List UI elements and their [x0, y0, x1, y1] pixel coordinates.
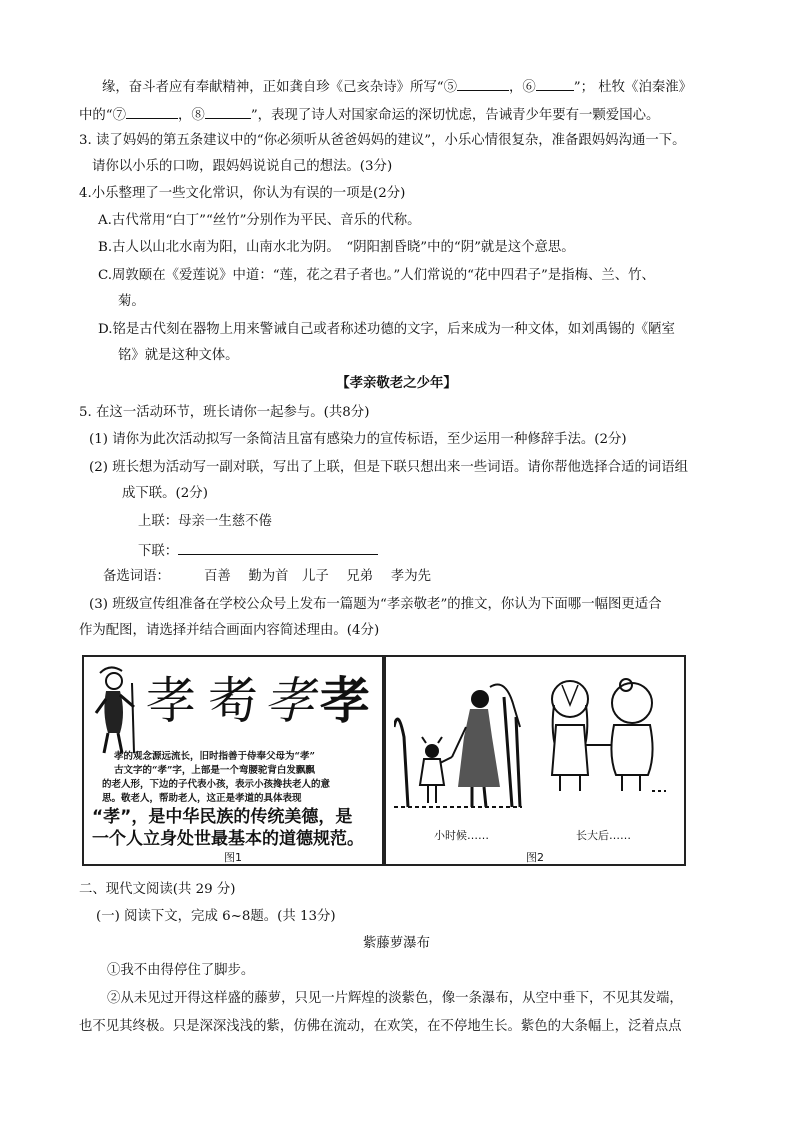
lower-couplet-blank[interactable]	[178, 540, 378, 555]
figure-1-slogan-2: 一个人立身处世最基本的道德规范。	[92, 829, 364, 849]
option-d: D.铭是古代刻在器物上用来警诫自己或者称述功德的文字，后来成为一种文体，如刘禹锡的《陋室	[98, 322, 675, 337]
figure-2	[384, 655, 686, 866]
seal-char-1: 孝	[146, 672, 196, 730]
blank-7[interactable]	[126, 104, 178, 119]
paragraph-1: ①我不由得停住了脚步。	[107, 963, 255, 978]
upper-couplet: 上联：母亲一生慈不倦	[138, 514, 272, 529]
article-title: 紫藤萝瀑布	[363, 936, 430, 951]
candidate-words	[103, 567, 431, 587]
seal-char-4: 孝	[320, 671, 370, 730]
adulthood-scene-icon	[536, 675, 676, 805]
poem-line-1	[102, 76, 692, 98]
blank-6[interactable]	[536, 76, 574, 91]
question-3: 3. 读了妈妈的第五条建议中的“你必须听从爸爸妈妈的建议”，小乐心情很复杂，准备跟妈妈沟通一下。	[79, 133, 686, 148]
figure-1-text-1: 孝的观念源远流长，旧时指善于侍奉父母为“孝”	[114, 751, 315, 762]
question-5-2-cont: 成下联。(2分)	[122, 486, 208, 501]
question-5-3-cont: 作为配图，请选择并结合画面内容简述理由。(4分)	[79, 623, 380, 638]
paragraph-2: ②从未见过开得这样盛的藤萝，只见一片辉煌的淡紫色，像一条瀑布，从空中垂下，不见其发端，	[107, 991, 683, 1006]
blank-5[interactable]	[457, 76, 509, 91]
option-c: C.周敦颐在《爱莲说》中道：“莲，花之君子者也。”人们常说的“花中四君子”是指梅、兰、竹、	[98, 268, 655, 283]
part-2-heading: 二、现代文阅读(共 29 分)	[79, 882, 236, 897]
text: ”； 杜牧《泊秦淮》	[573, 80, 693, 95]
text: ，⑥	[509, 80, 536, 95]
question-5-3: (3) 班级宣传组准备在学校公众号上发布一篇题为“孝亲敬老”的推文，你认为下面哪一幅图更适合	[89, 597, 662, 612]
question-4: 4.小乐整理了一些文化常识，你认为有误的一项是(2分)	[79, 186, 406, 201]
option-b: B.古人以山北水南为阳，山南水北为阴。 “阴阳割昏晓”中的“阴”就是这个意思。	[98, 240, 575, 255]
option-d-cont: 铭》就是这种文体。	[118, 348, 239, 363]
text: 中的“⑦	[79, 108, 127, 123]
figure-2-caption: 图2	[526, 851, 544, 864]
lower-couplet	[138, 540, 378, 562]
figure-1-slogan-1: “孝”，是中华民族的传统美德，是	[92, 807, 353, 827]
option-c-cont: 菊。	[118, 294, 145, 309]
childhood-label: 小时候……	[434, 829, 489, 842]
childhood-scene-icon	[394, 667, 522, 817]
poem-line-2	[79, 104, 659, 126]
part-2-1-heading: (一) 阅读下文，完成 6~8题。(共 13分)	[96, 909, 336, 924]
figure-1-caption: 图1	[224, 851, 242, 864]
option-a: A.古代常用“白丁”“丝竹”分别作为平民、音乐的代称。	[98, 213, 421, 228]
text: 百善 勤为首 儿子 兄弟 孝为先	[203, 569, 431, 584]
elder-figure-icon	[90, 663, 142, 758]
text: 下联：	[138, 544, 179, 559]
seal-char-2: 耇	[208, 672, 258, 730]
figure-1-text-2: 古文字的“孝”字，上部是一个弯腰驼背白发飘飘	[114, 765, 315, 776]
text: 缘，奋斗者应有奉献精神，正如龚自珍《己亥杂诗》所写“⑤	[102, 80, 457, 95]
paragraph-2-cont: 也不见其终极。只是深深浅浅的紫，仿佛在流动，在欢笑，在不停地生长。紫色的大条幅上，泛着点点	[79, 1019, 682, 1034]
text: ，⑧	[178, 108, 205, 123]
seal-char-3: 孝	[264, 672, 314, 730]
figure-1	[82, 655, 384, 866]
question-5-2: (2) 班长想为活动写一副对联，写出了上联，但是下联只想出来一些词语。请你帮他选择合适的词语组	[89, 460, 689, 475]
blank-8[interactable]	[205, 104, 251, 119]
figure-1-text-4: 思。敬老人，帮助老人，这正是孝道的具体表现	[102, 793, 302, 804]
question-3-cont: 请你以小乐的口吻，跟妈妈说说自己的想法。(3分)	[92, 159, 393, 174]
section-heading: 【孝亲敬老之少年】	[336, 375, 457, 391]
adulthood-label: 长大后……	[576, 829, 631, 842]
text: 备选词语：	[103, 569, 170, 584]
text: ”，表现了诗人对国家命运的深切忧虑，告诫青少年要有一颗爱国心。	[250, 108, 660, 123]
question-5-1: (1) 请你为此次活动拟写一条简洁且富有感染力的宣传标语，至少运用一种修辞手法。(2分)	[89, 432, 627, 447]
figure-1-text-3: 的老人形，下边的子代表小孩，表示小孩搀扶老人的意	[102, 779, 331, 790]
question-5: 5. 在这一活动环节，班长请你一起参与。(共8分)	[79, 405, 370, 420]
